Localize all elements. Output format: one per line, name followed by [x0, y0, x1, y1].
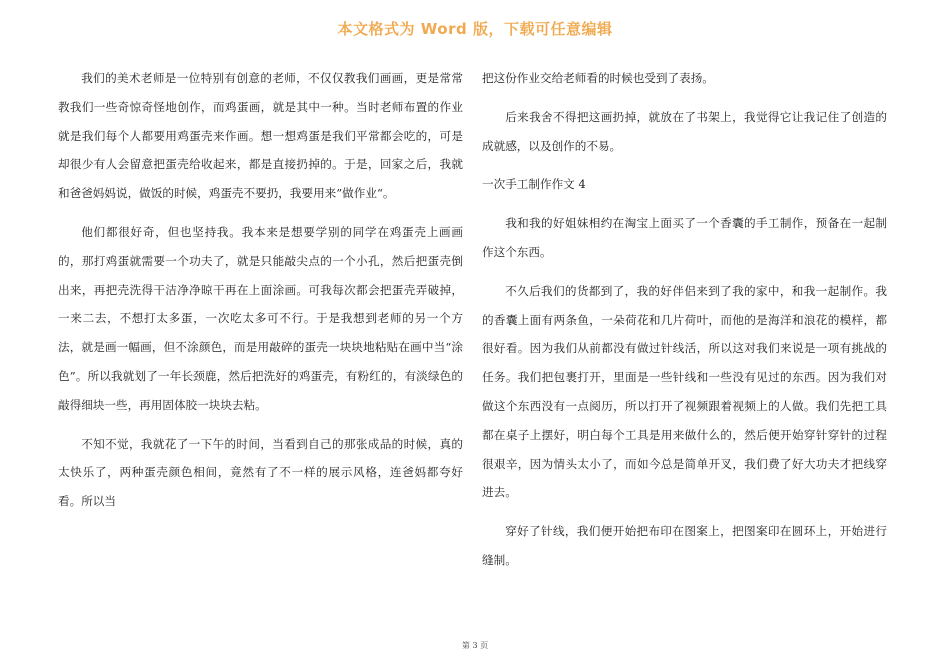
right-paragraph-4: 不久后我们的货都到了，我的好伴侣来到了我的家中，和我一起制作。我的香囊上面有两条鱼，一朵荷花和几片荷叶，而他的是海洋和浪花的模样，都很好看。因为我们从前都没有做过针线活，所以这对我们来说是一项有挑战的任务。我们把包裹打开，里面是一些针线和一些没有见过的东西。因为我们对做这个东西没有一点阅历，所以打开了视频跟着视频上的人做。我们先把工具都在桌子上摆好，明白每个工具是用来做什么的，然后便开始穿针穿针的过程很艰辛，因为情头太小了，而如今总是简单开叉，我们费了好大功夫才把线穿进去。 — [482, 283, 887, 500]
page-header-banner: 本文格式为 Word 版，下载可任意编辑 — [337, 20, 613, 38]
section-heading: 一次手工制作作文 4 — [482, 177, 586, 192]
left-column — [58, 64, 463, 526]
right-paragraph-3: 我和我的好姐妹相约在淘宝上面买了一个香囊的手工制作，预备在一起制作这个东西。 — [482, 216, 887, 259]
right-paragraph-5: 穿好了针线，我们便开始把布印在图案上，把图案印在圆环上，开始进行缝制。 — [482, 524, 887, 567]
right-paragraph-1: 把这份作业交给老师看的时候也受到了表扬。 — [482, 71, 714, 85]
left-paragraph-3: 不知不觉，我就花了一下午的时间，当看到自己的那张成品的时候，真的太快乐了，两种蛋壳颜色相间，竟然有了不一样的展示风格，连爸妈都夸好看。所以当 — [58, 436, 463, 509]
left-paragraph-1: 我们的美术老师是一位特别有创意的老师，不仅仅教我们画画，更是常常教我们一些奇惊奇怪地创作，而鸡蛋画，就是其中一种。当时老师布置的作业就是我们每个人都要用鸡蛋壳来作画。想一想鸡蛋是我们平常都会吃的，可是却很少有人会留意把蛋壳给收起来，都是直接扔掉的。于是，回家之后，我就和爸爸妈妈说，做饭的时候，鸡蛋壳不要扔，我要用来”做作业“。 — [58, 71, 463, 201]
page-number: 第 3 页 — [461, 641, 489, 650]
right-paragraph-2: 后来我舍不得把这画扔掉，就放在了书架上，我觉得它让我记住了创造的成就感，以及创作的不易。 — [482, 109, 887, 153]
right-column — [482, 64, 887, 585]
left-paragraph-2: 他们都很好奇，但也坚持我。我本来是想要学别的同学在鸡蛋壳上画画的，那打鸡蛋就需要一个功夫了，就是只能敲尖点的一个小孔，然后把蛋壳倒出来，再把壳洗得干洁净净晾干再在上面涂画。可我每次都会把蛋壳弄破掉，一来二去，不想打太多蛋，一次吃太多可不行。于是我想到老师的另一个方法，就是画一幅画，但不涂颜色，而是用敲碎的蛋壳一块块地粘贴在画中当“涂色”。所以我就划了一年长颈鹿，然后把洗好的鸡蛋壳，有粉红的，有淡绿色的敲得细块一些，再用固体胶一块块去粘。 — [58, 224, 463, 412]
